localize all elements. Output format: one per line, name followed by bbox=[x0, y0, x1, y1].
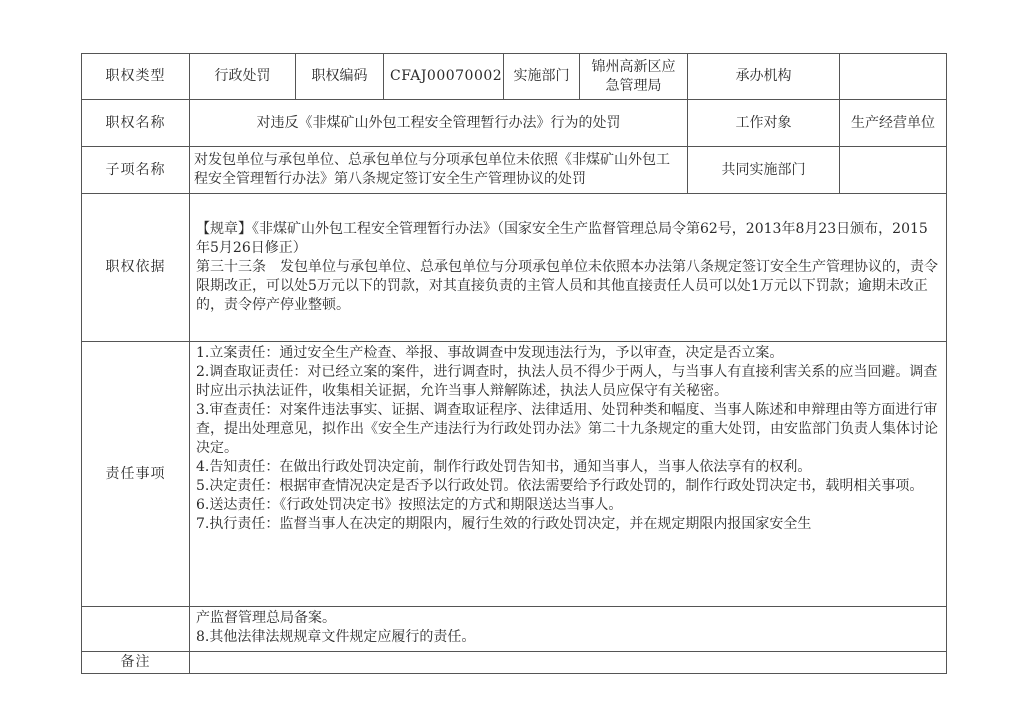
target-value: 生产经营单位 bbox=[840, 100, 947, 147]
basis-label: 职权依据 bbox=[82, 194, 190, 342]
row-remarks bbox=[82, 652, 947, 674]
duty-item: 7.执行责任：监督当事人在决定的期限内，履行生效的行政处罚决定，并在规定期限内报国家安全生 bbox=[196, 516, 812, 532]
duty-item-continued: 产监督管理总局备案。 bbox=[196, 610, 336, 626]
duties-cont-label bbox=[82, 607, 190, 652]
joint-label: 共同实施部门 bbox=[688, 147, 840, 194]
row-subitem bbox=[82, 147, 947, 194]
duty-item: 1.立案责任：通过安全生产检查、举报、事故调查中发现违法行为，予以审查，决定是否立案。 bbox=[196, 345, 784, 361]
org-value bbox=[840, 54, 947, 100]
duties-label: 责任事项 bbox=[82, 342, 190, 607]
target-label: 工作对象 bbox=[688, 100, 840, 147]
name-label: 职权名称 bbox=[82, 100, 190, 147]
row-duties bbox=[82, 342, 947, 607]
duty-item: 6.送达责任：《行政处罚决定书》按照法定的方式和期限送达当事人。 bbox=[196, 497, 623, 513]
duty-item: 4.告知责任：在做出行政处罚决定前，制作行政处罚告知书，通知当事人，当事人依法享有的权利。 bbox=[196, 459, 812, 475]
duty-item: 3.审查责任：对案件违法事实、证据、调查取证程序、法律适用、处罚种类和幅度、当事人陈述和申辩理由等方面进行审查，提出处理意见，拟作出《安全生产违法行为行政处罚办法》第二十九条规定的重大处罚，由安监部门负责人集体讨论决定。 bbox=[196, 402, 938, 456]
type-value: 行政处罚 bbox=[190, 54, 296, 100]
authority-table bbox=[81, 53, 947, 674]
joint-value bbox=[840, 147, 947, 194]
dept-value: 锦州高新区应急管理局 bbox=[580, 54, 688, 100]
remarks-label: 备注 bbox=[82, 652, 190, 674]
sub-label: 子项名称 bbox=[82, 147, 190, 194]
row-authority-type bbox=[82, 54, 947, 100]
type-label: 职权类型 bbox=[82, 54, 190, 100]
duty-item: 5.决定责任：根据审查情况决定是否予以行政处罚。依法需要给予行政处罚的，制作行政处罚决定书，载明相关事项。 bbox=[196, 478, 924, 494]
sub-value: 对发包单位与承包单位、总承包单位与分项承包单位未依照《非煤矿山外包工程安全管理暂行办法》第八条规定签订安全生产管理协议的处罚 bbox=[190, 147, 688, 194]
dept-label: 实施部门 bbox=[504, 54, 580, 100]
remarks-value bbox=[190, 652, 947, 674]
code-label: 职权编码 bbox=[296, 54, 384, 100]
row-duties-continued bbox=[82, 607, 947, 652]
basis-regulation: 【规章】《非煤矿山外包工程安全管理暂行办法》（国家安全生产监督管理总局令第62号，2013年8月23日颁布，2015年5月26日修正） bbox=[196, 221, 928, 256]
code-value: CFAJ00070002 bbox=[384, 54, 504, 100]
row-basis bbox=[82, 194, 947, 342]
duty-item-8: 8.其他法律法规规章文件规定应履行的责任。 bbox=[196, 629, 476, 645]
duties-content bbox=[190, 342, 947, 607]
duties-cont-content bbox=[190, 607, 947, 652]
row-authority-name bbox=[82, 100, 947, 147]
basis-article: 第三十三条 发包单位与承包单位、总承包单位与分项承包单位未依照本办法第八条规定签订安全生产管理协议的，责令限期改正，可以处5万元以下的罚款，对其直接负责的主管人员和其他直接责任人员可以处1万元以下罚款；逾期未改正的，责令停产停业整顿。 bbox=[196, 259, 938, 313]
duty-item: 2.调查取证责任：对已经立案的案件，进行调查时，执法人员不得少于两人，与当事人有直接利害关系的应当回避。调查时应出示执法证件，收集相关证据，允许当事人辩解陈述，执法人员应保守有关秘密。 bbox=[196, 364, 938, 399]
org-label: 承办机构 bbox=[688, 54, 840, 100]
name-value: 对违反《非煤矿山外包工程安全管理暂行办法》行为的处罚 bbox=[190, 100, 688, 147]
basis-content bbox=[190, 194, 947, 342]
